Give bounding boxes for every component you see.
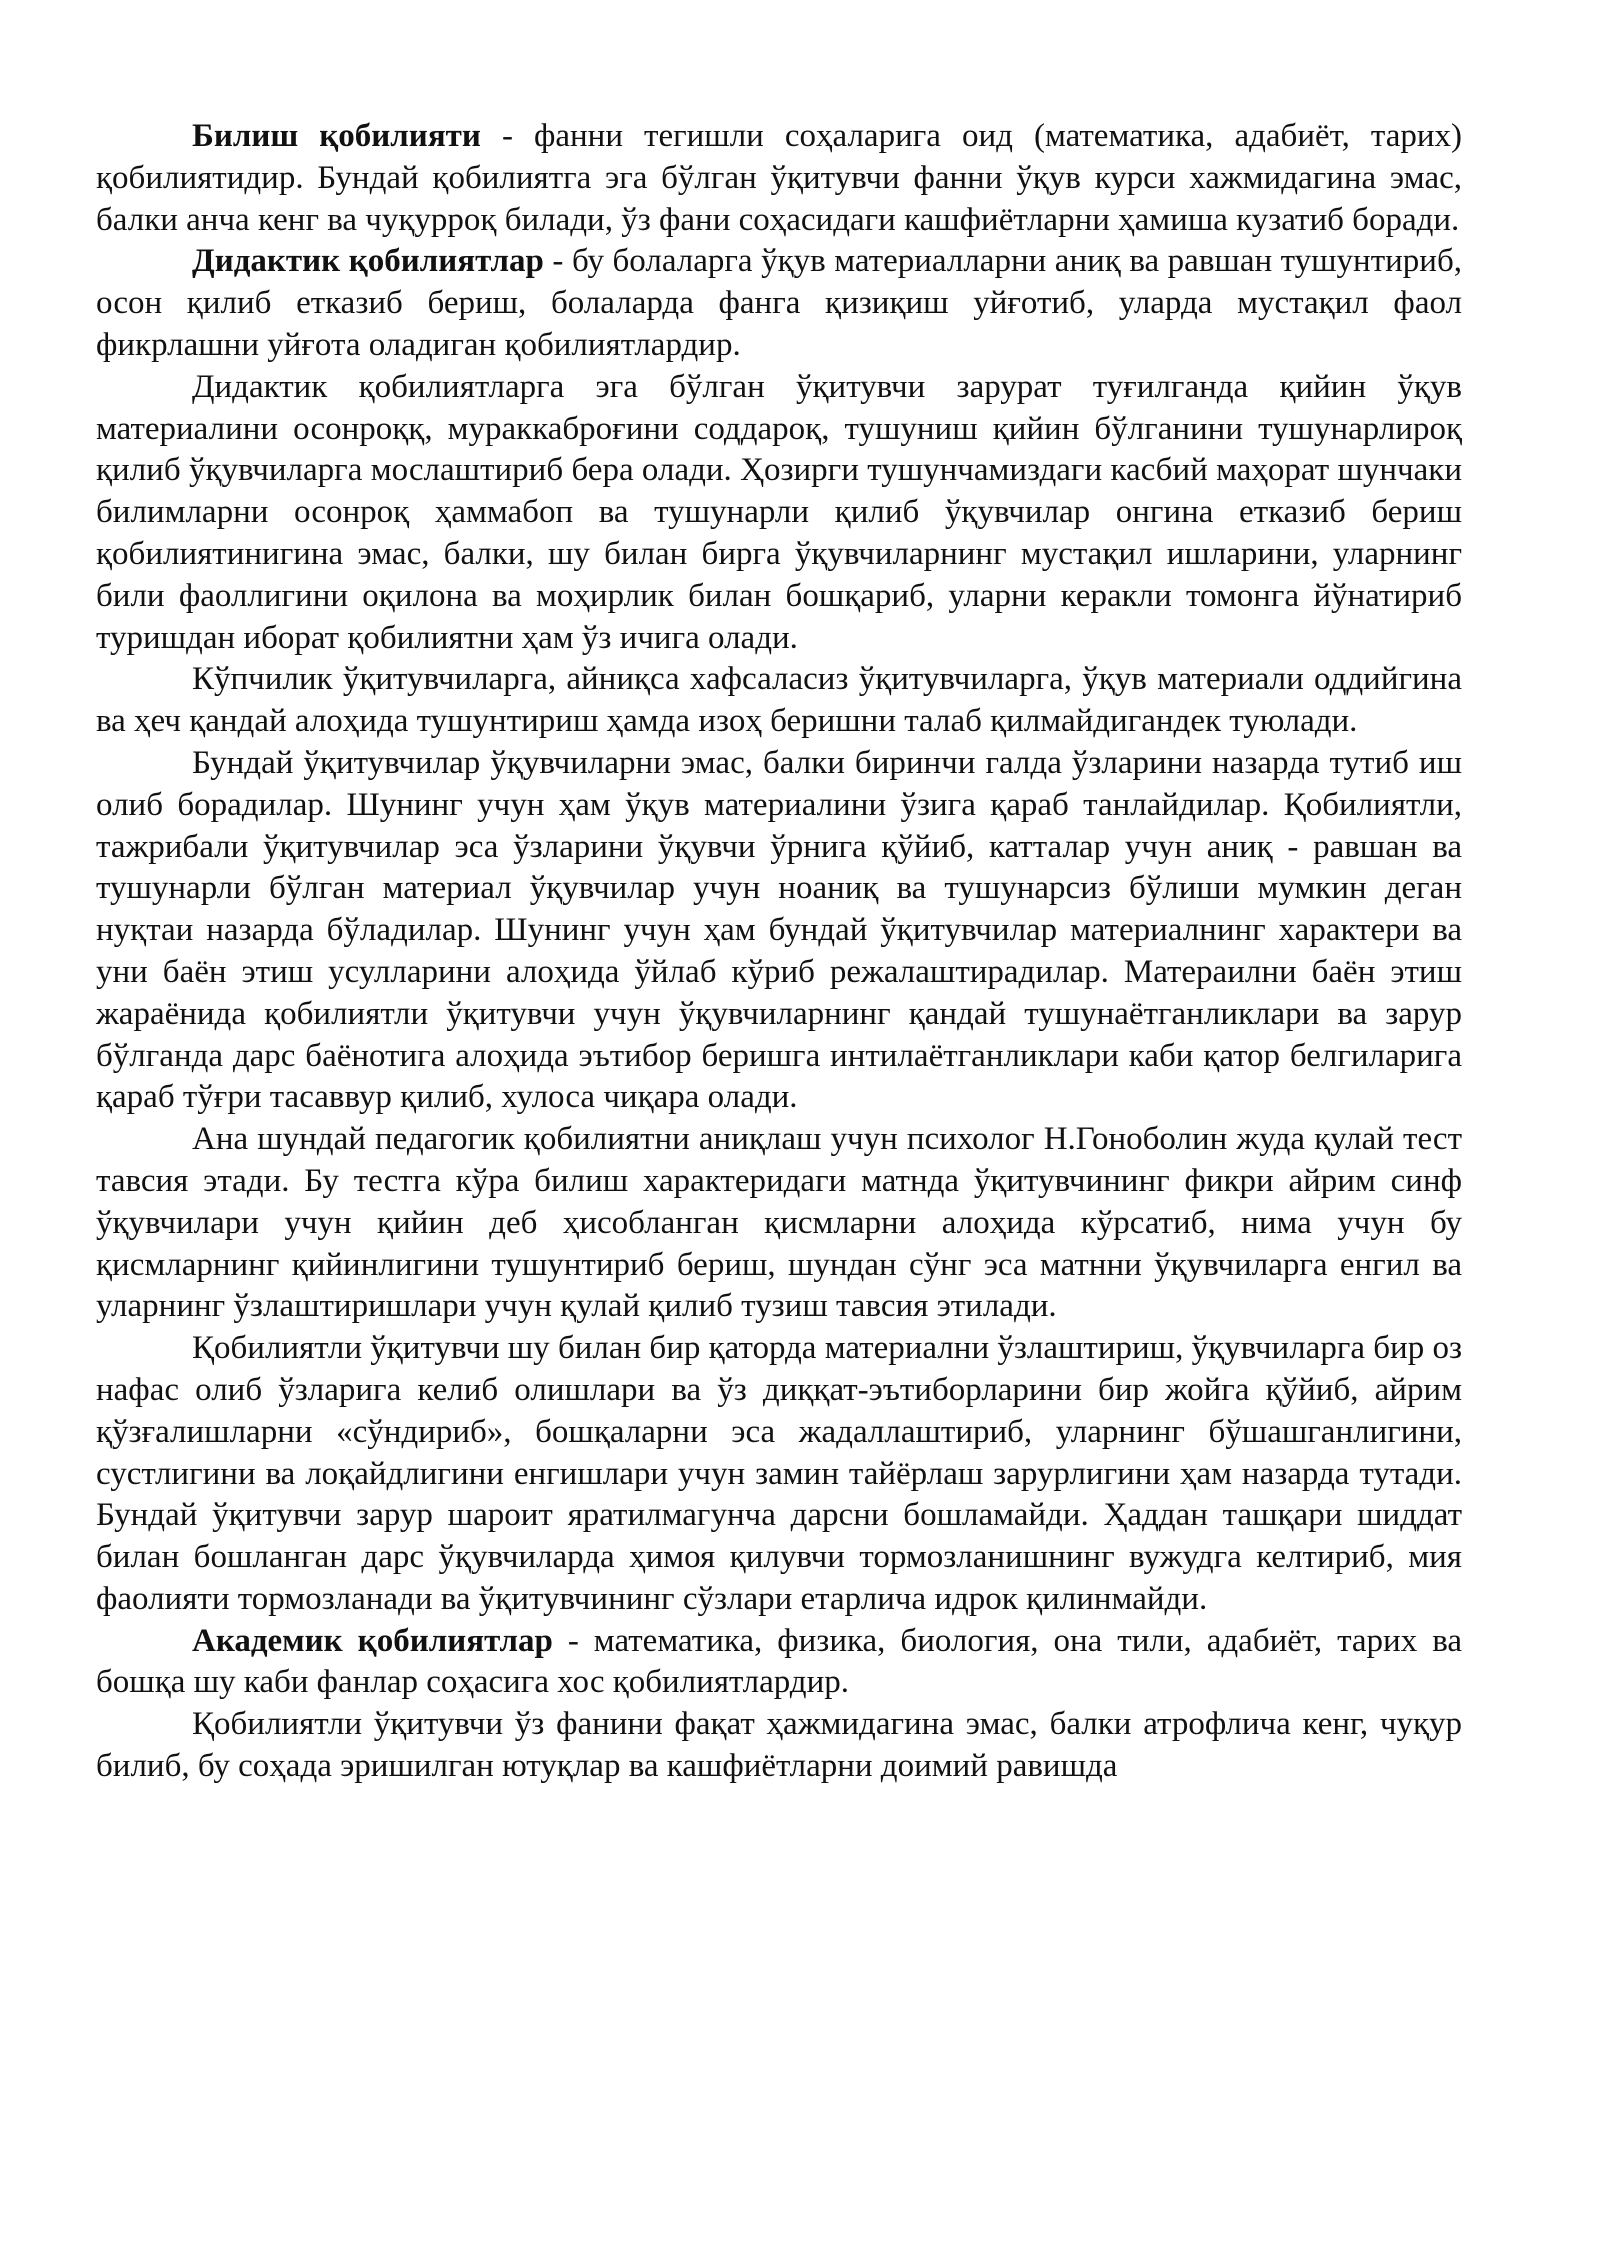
paragraph-text: Ана шундай педагогик қобилиятни аниқлаш учун психолог Н.Гоноболин жуда қулай тест тавсия этади. Бу тестга кўра билиш характеридаги матнда ўқитувчининг фикри айрим синф ўқувчилари учун қийин деб ҳисобланган қисмларни алоҳида кўрсатиб, нима учун бу қисмларнинг қийинлигини тушунтириб бериш, шундан сўнг эса матнни ўқувчиларга енгил ва уларнинг ўзлаштиришлари учун қулай қилиб тузиш тавсия этилади. [96,1121,1462,1325]
paragraph-gonobolin-test [96,1119,1462,1328]
paragraph-text: Кўпчилик ўқитувчиларга, айниқса хафсаласиз ўқитувчиларга, ўқув материали оддийгина ва ҳеч қандай алоҳида тушунтириш ҳамда изоҳ беришни талаб қилмайдигандек туюлади. [96,661,1462,740]
document-body [96,116,1462,1788]
paragraph-subject-knowledge [96,1704,1462,1788]
paragraph-such-teachers [96,743,1462,1119]
paragraph-text: - фанни тегишли соҳаларига оид (математика, адабиёт, тарих) қобилиятидир. Бундай қобилиятга эга бўлган ўқитувчи фанни ўқув курси хажмидагина эмас, балки анча кенг ва чуқурроқ билади, ўз фани соҳасидаги кашфиётларни ҳамиша кузатиб боради. [96,118,1462,238]
paragraph-text: Дидактик қобилиятларга эга бўлган ўқитувчи зарурат туғилганда қийин ўқув материалини осонроққ, мураккаброғини соддароқ, тушуниш қийин бўлганини тушунарлироқ қилиб ўқувчиларга мослаштириб бера олади. Ҳозирги тушунчамиздаги касбий маҳорат шунчаки билимларни осонроқ ҳаммабоп ва тушунарли қилиб ўқувчилар онгина етказиб бериш қобилиятинигина эмас, балки, шу билан бирга ўқувчиларнинг мустақил ишларини, уларнинг били фаоллигини оқилона ва моҳирлик билан бошқариб, уларни керакли томонга йўнатириб туришдан иборат қобилиятни ҳам ўз ичига олади. [96,368,1462,656]
paragraph-text: - бу болаларга ўқув материалларни аниқ ва равшан тушунтириб, осон қилиб етказиб бериш, болаларда фанга қизиқиш уйғотиб, уларда мустақил фаол фикрлашни уйғота оладиган қобилиятлардир. [96,243,1463,363]
paragraph-text: Қобилиятли ўқитувчи ўз фанини фақат ҳажмидагина эмас, балки атрофлича кенг, чуқур билиб, бу соҳада эришилган ютуқлар ва кашфиётларни доимий равишда [96,1706,1462,1785]
paragraph-capable-teacher [96,1328,1462,1621]
paragraph-text: - математика, физика, биология, она тили, адабиёт, тарих ва бошқа шу каби фанлар соҳасига хос қобилиятлардир. [96,1622,1462,1701]
term-didactic-abilities: Дидактик қобилиятлар [192,243,544,280]
paragraph-text: Қобилиятли ўқитувчи шу билан бир қаторда материални ўзлаштириш, ўқувчиларга бир оз нафас олиб ўзларига келиб олишлари ва ўз диққат-эътиборларини бир жойга қўйиб, айрим қўзғалишларни «сўндириб», бошқаларни эса жадаллаштириб, уларнинг бўшашганлигини, сустлигини ва лоқайдлигини енгишлари учун замин тайёрлаш зарурлигини ҳам назарда тутади. Бундай ўқитувчи зарур шароит яратилмагунча дарсни бошламайди. Ҳаддан ташқари шиддат билан бошланган дарс ўқувчиларда ҳимоя қилувчи тормозланишнинг вужудга келтириб, мия фаолияти тормозланади ва ўқитувчининг сўзлари етарлича идрок қилинмайди. [96,1330,1462,1617]
paragraph-text: Бундай ўқитувчилар ўқувчиларни эмас, балки биринчи галда ўзларини назарда тутиб иш олиб борадилар. Шунинг учун ҳам ўқув материалини ўзига қараб танлайдилар. Қобилиятли, тажрибали ўқитувчилар эса ўзларини ўқувчи ўрнига қўйиб, катталар учун аниқ - равшан ва тушунарли бўлган материал ўқувчилар учун ноаниқ ва тушунарсиз бўлиши мумкин деган нуқтаи назарда бўладилар. Шунинг учун ҳам бундай ўқитувчилар материалнинг характери ва уни баён этиш усулларини алоҳида ўйлаб кўриб режалаштирадилар. Матераилни баён этиш жараёнида қобилиятли ўқитувчи учун ўқувчиларнинг қандай тушунаётганликлари ва зарур бўлганда дарс баёнотига алоҳида эътибор беришга интилаётганликлари каби қатор белгиларига қараб тўғри тасаввур қилиб, хулоса чиқара олади. [96,744,1462,1116]
paragraph-many-teachers [96,659,1462,743]
term-cognitive-ability: Билиш қобилияти [192,118,481,154]
paragraph-didactic-abilities [96,241,1462,366]
paragraph-cognitive-ability [96,116,1462,241]
paragraph-academic-abilities [96,1621,1462,1705]
paragraph-didactic-teacher [96,367,1462,660]
term-academic-abilities: Академик қобилиятлар [192,1622,553,1659]
